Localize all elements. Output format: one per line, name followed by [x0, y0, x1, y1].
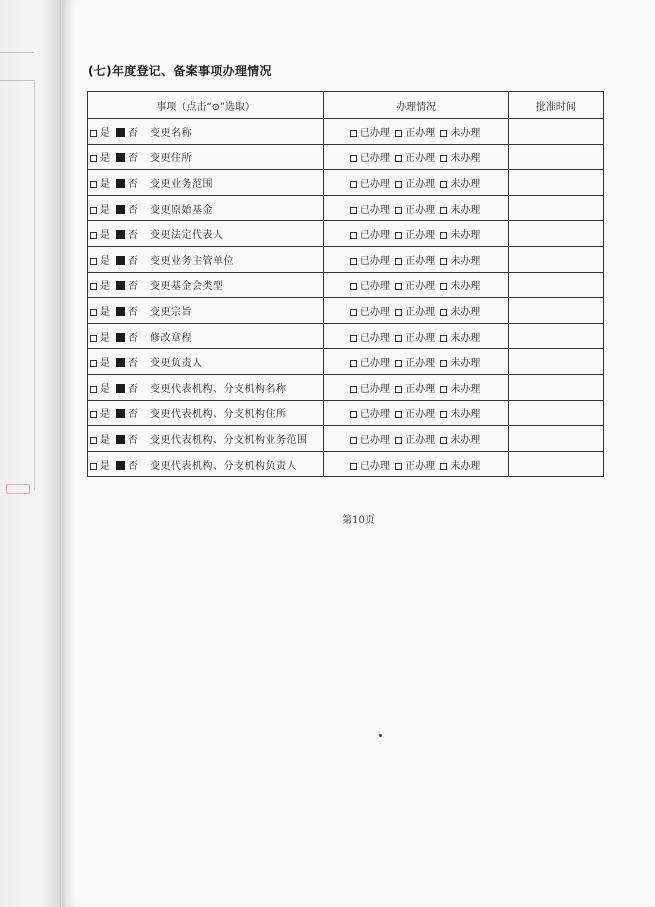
- status-cell: [324, 323, 508, 349]
- status-option-label: 未办理: [450, 306, 481, 318]
- status-option-label: 已办理: [359, 127, 390, 139]
- status-option-label: 已办理: [359, 332, 390, 344]
- status-checkbox[interactable]: [395, 207, 402, 214]
- status-checkbox[interactable]: [350, 258, 357, 265]
- status-option-label: 正办理: [405, 460, 436, 472]
- header-status: 办理情况: [324, 92, 508, 119]
- status-checkbox[interactable]: [395, 232, 402, 239]
- no-label: 否: [128, 460, 138, 472]
- yes-label: 是: [100, 306, 110, 318]
- no-checkbox-checked[interactable]: [116, 435, 125, 444]
- yes-label: 是: [100, 434, 110, 446]
- no-checkbox-checked[interactable]: [116, 230, 125, 239]
- status-checkbox[interactable]: [440, 437, 447, 444]
- approval-time-cell[interactable]: [508, 170, 603, 196]
- status-option-label: 正办理: [405, 306, 436, 318]
- approval-time-cell[interactable]: [508, 246, 603, 272]
- status-option-label: 已办理: [359, 383, 390, 395]
- item-cell: [88, 400, 324, 426]
- item-name: 变更负责人: [150, 358, 203, 370]
- status-option-label: 已办理: [359, 178, 390, 190]
- status-option-label: 未办理: [450, 358, 481, 370]
- status-option-label: 未办理: [450, 204, 481, 216]
- item-cell: [88, 144, 324, 170]
- status-checkbox[interactable]: [440, 309, 447, 316]
- previous-page-edge: [0, 0, 61, 907]
- status-checkbox[interactable]: [395, 181, 402, 188]
- yes-label: 是: [100, 178, 110, 190]
- table-header-row: [88, 92, 604, 119]
- status-cell: [324, 272, 508, 298]
- status-option-label: 正办理: [405, 255, 436, 267]
- approval-time-cell[interactable]: [508, 195, 603, 221]
- status-cell: [324, 400, 508, 426]
- status-checkbox[interactable]: [395, 411, 402, 418]
- status-checkbox[interactable]: [440, 411, 447, 418]
- approval-time-cell[interactable]: [508, 323, 603, 349]
- item-name: 变更业务主管单位: [150, 255, 234, 267]
- yes-label: 是: [100, 230, 110, 242]
- table-row: [88, 195, 604, 221]
- no-label: 否: [128, 434, 138, 446]
- no-label: 否: [128, 383, 138, 395]
- yes-checkbox[interactable]: [90, 437, 97, 444]
- status-option-label: 正办理: [405, 281, 436, 293]
- yes-label: 是: [100, 358, 110, 370]
- status-option-label: 正办理: [405, 434, 436, 446]
- status-option-label: 已办理: [359, 255, 390, 267]
- status-checkbox[interactable]: [350, 181, 357, 188]
- no-checkbox-checked[interactable]: [116, 358, 125, 367]
- status-option-label: 已办理: [359, 281, 390, 293]
- yes-checkbox[interactable]: [90, 360, 97, 367]
- status-checkbox[interactable]: [350, 411, 357, 418]
- item-cell: [88, 195, 324, 221]
- status-option-label: 未办理: [450, 409, 481, 421]
- item-cell: [88, 221, 324, 247]
- no-checkbox-checked[interactable]: [116, 461, 125, 470]
- status-checkbox[interactable]: [440, 335, 447, 342]
- status-checkbox[interactable]: [395, 258, 402, 265]
- yes-checkbox[interactable]: [90, 335, 97, 342]
- approval-time-cell[interactable]: [508, 451, 603, 477]
- yes-label: 是: [100, 332, 110, 344]
- status-cell: [324, 246, 508, 272]
- item-name: 变更名称: [150, 127, 192, 139]
- yes-label: 是: [100, 409, 110, 421]
- item-cell: [88, 426, 324, 452]
- status-option-label: 已办理: [359, 358, 390, 370]
- no-checkbox-checked[interactable]: [116, 409, 125, 418]
- status-checkbox[interactable]: [350, 335, 357, 342]
- yes-label: 是: [100, 204, 110, 216]
- status-checkbox[interactable]: [350, 386, 357, 393]
- table-row: [88, 323, 604, 349]
- status-option-label: 已办理: [359, 434, 390, 446]
- status-checkbox[interactable]: [395, 155, 402, 162]
- no-checkbox-checked[interactable]: [116, 333, 125, 342]
- yes-checkbox[interactable]: [90, 283, 97, 290]
- no-label: 否: [128, 358, 138, 370]
- approval-time-cell[interactable]: [508, 426, 603, 452]
- yes-label: 是: [100, 255, 110, 267]
- registration-items-table: [87, 91, 604, 477]
- section-title: (七)年度登记、备案事项办理情况: [88, 64, 272, 78]
- yes-checkbox[interactable]: [90, 155, 97, 162]
- status-checkbox[interactable]: [350, 155, 357, 162]
- item-cell: [88, 272, 324, 298]
- approval-time-cell[interactable]: [508, 400, 603, 426]
- status-option-label: 正办理: [405, 332, 436, 344]
- status-checkbox[interactable]: [350, 437, 357, 444]
- item-cell: [88, 374, 324, 400]
- status-option-label: 正办理: [405, 178, 436, 190]
- item-cell: [88, 349, 324, 375]
- status-checkbox[interactable]: [395, 360, 402, 367]
- no-label: 否: [128, 332, 138, 344]
- approval-time-cell[interactable]: [508, 349, 603, 375]
- status-option-label: 已办理: [359, 230, 390, 242]
- status-option-label: 未办理: [450, 153, 481, 165]
- item-name: 变更原始基金: [150, 204, 213, 216]
- status-checkbox[interactable]: [350, 309, 357, 316]
- status-checkbox[interactable]: [350, 463, 357, 470]
- item-cell: [88, 246, 324, 272]
- status-option-label: 已办理: [359, 306, 390, 318]
- page-number: 第10页: [342, 515, 375, 526]
- approval-time-cell[interactable]: [508, 144, 603, 170]
- yes-checkbox[interactable]: [90, 386, 97, 393]
- status-checkbox[interactable]: [395, 130, 402, 137]
- item-name: 变更法定代表人: [150, 230, 224, 242]
- status-checkbox[interactable]: [395, 309, 402, 316]
- status-cell: [324, 426, 508, 452]
- status-option-label: 已办理: [359, 204, 390, 216]
- status-option-label: 未办理: [450, 230, 481, 242]
- no-label: 否: [128, 306, 138, 318]
- item-name: 变更宗旨: [150, 306, 192, 318]
- yes-checkbox[interactable]: [90, 411, 97, 418]
- table-row: [88, 144, 604, 170]
- table-row: [88, 246, 604, 272]
- item-cell: [88, 119, 324, 145]
- status-option-label: 正办理: [405, 127, 436, 139]
- yes-checkbox[interactable]: [90, 181, 97, 188]
- no-checkbox-checked[interactable]: [116, 205, 125, 214]
- status-option-label: 未办理: [450, 460, 481, 472]
- status-option-label: 正办理: [405, 204, 436, 216]
- approval-time-cell[interactable]: [508, 298, 603, 324]
- scan-speck: [379, 734, 382, 737]
- red-stamp-mark: [6, 484, 30, 494]
- approval-time-cell[interactable]: [508, 272, 603, 298]
- status-option-label: 未办理: [450, 434, 481, 446]
- status-option-label: 未办理: [450, 127, 481, 139]
- status-option-label: 已办理: [359, 153, 390, 165]
- status-cell: [324, 221, 508, 247]
- no-label: 否: [128, 127, 138, 139]
- status-option-label: 正办理: [405, 383, 436, 395]
- approval-time-cell[interactable]: [508, 221, 603, 247]
- status-option-label: 正办理: [405, 358, 436, 370]
- table-body: [88, 119, 604, 477]
- table-row: [88, 170, 604, 196]
- no-label: 否: [128, 281, 138, 293]
- item-name: 变更基金会类型: [150, 281, 224, 293]
- table-row: [88, 426, 604, 452]
- status-checkbox[interactable]: [350, 130, 357, 137]
- status-option-label: 正办理: [405, 153, 436, 165]
- yes-label: 是: [100, 153, 110, 165]
- status-checkbox[interactable]: [440, 232, 447, 239]
- status-option-label: 正办理: [405, 230, 436, 242]
- status-cell: [324, 119, 508, 145]
- status-checkbox[interactable]: [395, 437, 402, 444]
- table-row: [88, 221, 604, 247]
- document-page: [62, 0, 655, 907]
- yes-label: 是: [100, 281, 110, 293]
- item-cell: [88, 451, 324, 477]
- yes-label: 是: [100, 127, 110, 139]
- status-checkbox[interactable]: [350, 283, 357, 290]
- status-checkbox[interactable]: [440, 155, 447, 162]
- item-name: 变更代表机构、分支机构业务范围: [150, 434, 308, 446]
- status-cell: [324, 374, 508, 400]
- approval-time-cell[interactable]: [508, 374, 603, 400]
- table-row: [88, 400, 604, 426]
- no-checkbox-checked[interactable]: [116, 384, 125, 393]
- table-row: [88, 298, 604, 324]
- no-checkbox-checked[interactable]: [116, 307, 125, 316]
- no-checkbox-checked[interactable]: [116, 179, 125, 188]
- no-label: 否: [128, 178, 138, 190]
- status-option-label: 正办理: [405, 409, 436, 421]
- status-option-label: 未办理: [450, 255, 481, 267]
- status-option-label: 未办理: [450, 332, 481, 344]
- header-item: 事项（点击“⊙”选取）: [88, 92, 324, 119]
- no-label: 否: [128, 409, 138, 421]
- status-cell: [324, 170, 508, 196]
- item-cell: [88, 170, 324, 196]
- item-name: 变更业务范围: [150, 178, 213, 190]
- status-option-label: 未办理: [450, 178, 481, 190]
- status-checkbox[interactable]: [440, 207, 447, 214]
- item-name: 变更代表机构、分支机构负责人: [150, 460, 297, 472]
- status-checkbox[interactable]: [440, 283, 447, 290]
- no-checkbox-checked[interactable]: [116, 128, 125, 137]
- table-row: [88, 374, 604, 400]
- item-cell: [88, 298, 324, 324]
- status-option-label: 未办理: [450, 383, 481, 395]
- item-name: 变更代表机构、分支机构名称: [150, 383, 287, 395]
- status-checkbox[interactable]: [350, 207, 357, 214]
- yes-label: 是: [100, 383, 110, 395]
- yes-checkbox[interactable]: [90, 258, 97, 265]
- yes-checkbox[interactable]: [90, 130, 97, 137]
- item-name: 变更住所: [150, 153, 192, 165]
- header-approval-time: 批准时间: [508, 92, 603, 119]
- status-checkbox[interactable]: [440, 181, 447, 188]
- approval-time-cell[interactable]: [508, 119, 603, 145]
- no-checkbox-checked[interactable]: [116, 281, 125, 290]
- status-checkbox[interactable]: [395, 386, 402, 393]
- status-checkbox[interactable]: [440, 258, 447, 265]
- status-checkbox[interactable]: [395, 335, 402, 342]
- yes-checkbox[interactable]: [90, 463, 97, 470]
- table-row: [88, 451, 604, 477]
- status-option-label: 未办理: [450, 281, 481, 293]
- status-cell: [324, 195, 508, 221]
- status-option-label: 已办理: [359, 460, 390, 472]
- item-cell: [88, 323, 324, 349]
- no-checkbox-checked[interactable]: [116, 153, 125, 162]
- status-checkbox[interactable]: [440, 463, 447, 470]
- no-label: 否: [128, 255, 138, 267]
- no-label: 否: [128, 153, 138, 165]
- status-checkbox[interactable]: [395, 283, 402, 290]
- yes-checkbox[interactable]: [90, 232, 97, 239]
- status-checkbox[interactable]: [440, 386, 447, 393]
- status-option-label: 已办理: [359, 409, 390, 421]
- table-row: [88, 119, 604, 145]
- status-cell: [324, 349, 508, 375]
- status-cell: [324, 298, 508, 324]
- status-checkbox[interactable]: [395, 463, 402, 470]
- table-row: [88, 349, 604, 375]
- status-cell: [324, 451, 508, 477]
- item-name: 变更代表机构、分支机构住所: [150, 409, 287, 421]
- status-checkbox[interactable]: [440, 130, 447, 137]
- yes-checkbox[interactable]: [90, 207, 97, 214]
- no-checkbox-checked[interactable]: [116, 256, 125, 265]
- yes-checkbox[interactable]: [90, 309, 97, 316]
- table-row: [88, 272, 604, 298]
- status-checkbox[interactable]: [350, 360, 357, 367]
- item-name: 修改章程: [150, 332, 192, 344]
- status-checkbox[interactable]: [440, 360, 447, 367]
- no-label: 否: [128, 230, 138, 242]
- yes-label: 是: [100, 460, 110, 472]
- no-label: 否: [128, 204, 138, 216]
- status-cell: [324, 144, 508, 170]
- status-checkbox[interactable]: [350, 232, 357, 239]
